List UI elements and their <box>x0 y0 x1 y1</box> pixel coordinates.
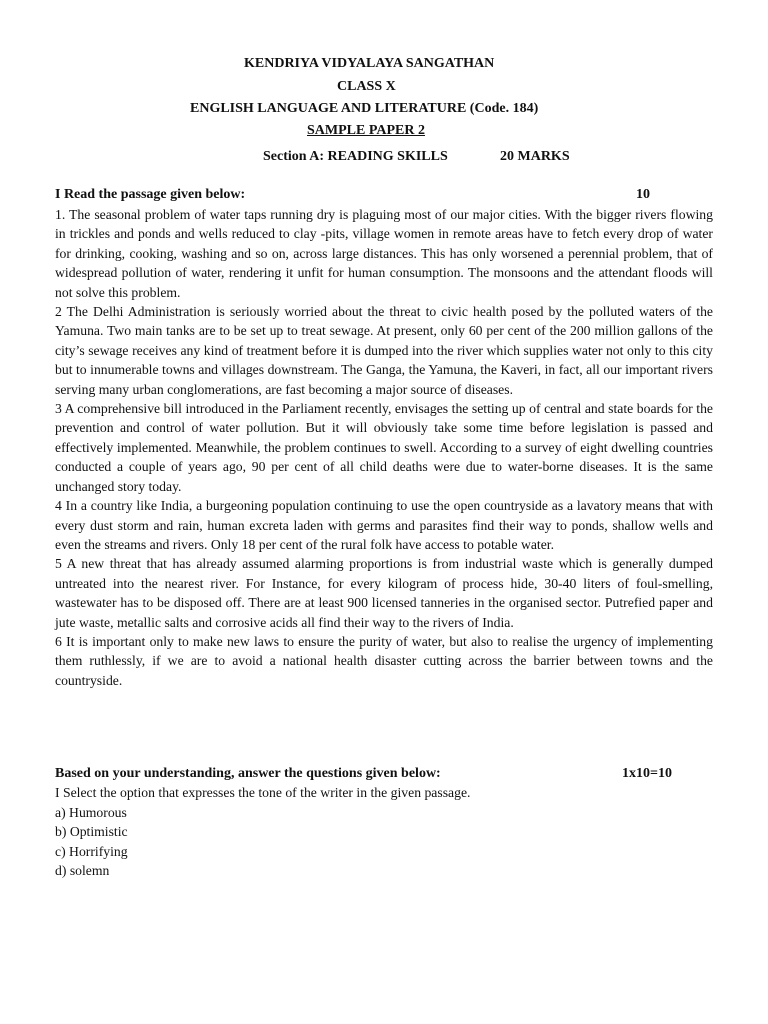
questions-instruction: Based on your understanding, answer the questions given below: <box>55 766 441 781</box>
questions-marks: 1x10=10 <box>622 766 672 781</box>
org-title: KENDRIYA VIDYALAYA SANGATHAN <box>244 56 495 71</box>
passage-paragraph-2: 2 The Delhi Administration is seriously worried about the threat to civic health posed by the polluted waters of the Yamuna. Two main tanks are to be set up to treat sewage. At present, only 60 per cent of the 200 million gallons of the city’s sewage receives any kind of treatment before it is dumped into the river which supplies water not only to this city but to innumerable towns and villages downstream. The Ganga, the Yamuna, the Kaveri, in fact, all our important rivers serving many urban conglomerations, are fast becoming a major source of diseases. <box>55 304 713 397</box>
passage-paragraph-5: 5 A new threat that has already assumed alarming proportions is from industrial waste which is generally dumped untreated into the nearest river. For Instance, for every kilogram of process hide, 30-40 liters of foul-smelling, wastewater has to be disposed off. There are at least 900 licensed tanneries in the organised sector. Putrefied paper and jute waste, metallic salts and corrosive acids all find their way to the rivers of India. <box>55 556 713 630</box>
paper-title: SAMPLE PAPER 2 <box>307 123 425 138</box>
question-1-option-b: b) Optimistic <box>55 824 128 840</box>
passage-paragraph-4: 4 In a country like India, a burgeoning population continuing to use the open countryside as a lavatory means that with every dust storm and rain, human excreta laden with germs and parasites find their way to ponds, shallow wells and even the streams and rivers. Only 18 per cent of the rural folk have access to potable water. <box>55 498 713 552</box>
question-1-option-d: d) solemn <box>55 863 110 879</box>
task-instruction: I Read the passage given below: <box>55 187 246 202</box>
section-marks: 20 MARKS <box>500 149 570 164</box>
question-1 <box>55 783 715 881</box>
passage-paragraph-3: 3 A comprehensive bill introduced in the Parliament recently, envisages the setting up of central and state boards for the prevention and control of water pollution. But it will obviously take some time before legislation is passed and effectively implemented. Meanwhile, the problem continues to swell. According to a survey of eight dwelling countries conducted a couple of years ago, 90 per cent of all child deaths were due to water-borne diseases. It is the same unchanged story today. <box>55 401 713 494</box>
question-1-option-c: c) Horrifying <box>55 843 128 859</box>
question-1-text: I Select the option that expresses the tone of the writer in the given passage. <box>55 785 471 800</box>
reading-passage <box>55 205 713 690</box>
subject-title: ENGLISH LANGUAGE AND LITERATURE (Code. 184) <box>190 101 539 116</box>
question-1-option-a: a) Humorous <box>55 804 127 820</box>
passage-paragraph-1: 1. The seasonal problem of water taps running dry is plaguing most of our major cities. With the bigger rivers flowing in trickles and ponds and wells reduced to clay -pits, village women in remote areas have to fetch every drop of water for drinking, cooking, washing and so on, across large distances. This has only worsened a perennial problem, that of widespread pollution of water, rendering it unfit for human consumption. The monsoons and the attendant floods will not solve this problem. <box>55 207 713 300</box>
task-marks: 10 <box>636 187 650 202</box>
section-title: Section A: READING SKILLS <box>263 149 448 164</box>
class-title: CLASS X <box>337 79 396 94</box>
passage-paragraph-6: 6 It is important only to make new laws to ensure the purity of water, but also to realise the urgency of implementing them ruthlessly, if we are to avoid a national health disaster cutting across the barrier between towns and the countryside. <box>55 633 713 688</box>
